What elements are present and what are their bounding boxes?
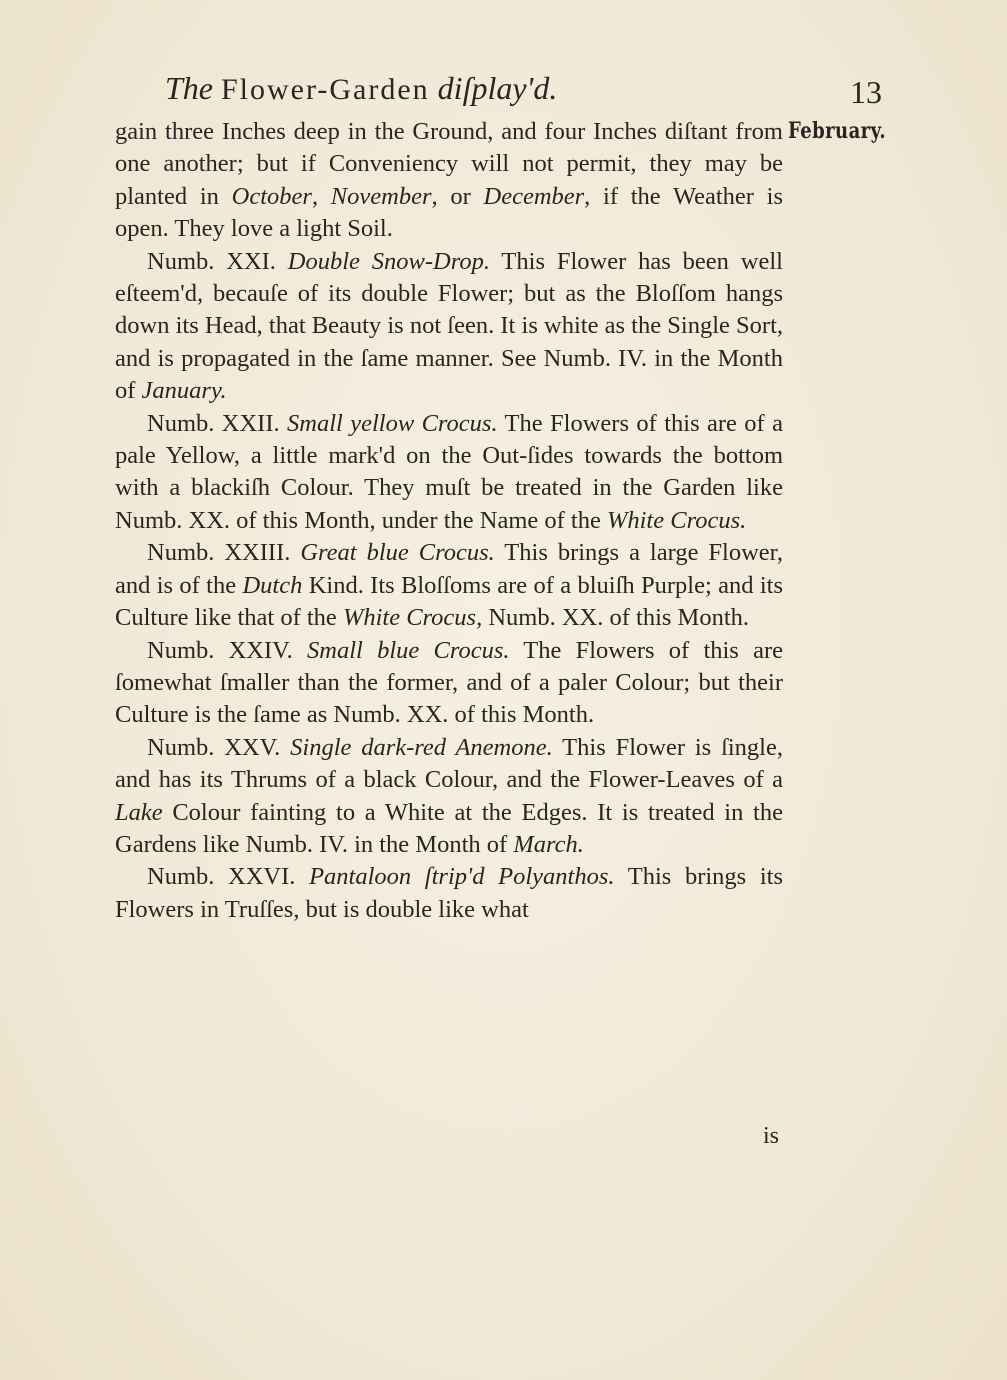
title-main: Flower-Garden [221, 73, 430, 106]
italic-text: White Crocus, [342, 604, 483, 632]
running-header [165, 66, 905, 110]
paragraph [115, 408, 783, 538]
italic-text: Pantaloon ſtrip'd Polyanthos. [309, 863, 615, 891]
title-the: The [165, 70, 213, 106]
paragraph [115, 116, 783, 246]
text-run: gain three Inches deep in the Ground, and four Inches diſtant from one another; but if Conveniency will not permit, they may be planted in [115, 118, 783, 210]
text-run: Kind. Its Bloſſoms are of a bluiſh Purple; and its Culture like that of the [115, 571, 783, 632]
margin-note-month: February. [788, 118, 887, 144]
italic-text: March. [513, 830, 584, 858]
catchword: is [763, 1123, 780, 1149]
text-run: Numb. XXII. [147, 409, 288, 437]
italic-text: Double Snow-Drop. [287, 247, 490, 275]
italic-text: Lake [115, 798, 163, 826]
italic-text: Dutch [242, 571, 303, 599]
italic-text: Small blue Crocus. [307, 636, 510, 664]
page-title [165, 66, 557, 112]
italic-text: Single dark-red Anemone. [290, 733, 553, 761]
paragraph [115, 732, 783, 862]
text-run: This brings a large Flower, and is of the [115, 539, 783, 599]
paragraph [115, 537, 783, 634]
text-run: This Flower has been well eſteem'd, becauſe of its double Flower; but as the Bloſſom hangs down its Head, that Beauty is not ſeen. It is white as the Single Sort, and is propagated in the ſame manner. See Numb. IV. in the Month of [115, 247, 783, 405]
text-run: Numb. XXVI. [147, 863, 310, 891]
text-run: This Flower is ſingle, and has its Thrums of a black Colour, and the Flower-Leaves of a [115, 733, 783, 794]
italic-text: January. [141, 377, 227, 405]
text-run: Colour fainting to a White at the Edges. It is treated in the Gardens like Numb. IV. in the Month of [115, 798, 783, 858]
paragraph [115, 861, 783, 926]
text-run: This brings its Flowers in Truſſes, but is double like what [115, 863, 783, 923]
text-run: Numb. XXV. [147, 733, 291, 761]
body-text [115, 116, 783, 926]
italic-text: Great blue Crocus. [300, 539, 495, 567]
text-run: Numb. XX. of this Month. [482, 604, 750, 632]
text-run: The Flowers of this are ſomewhat ſmaller than the former, and of a paler Colour; but their Culture is the ſame as Numb. XX. of this Month. [115, 636, 783, 729]
text-run: Numb. XXIV. [147, 636, 308, 664]
title-end: diſplay'd. [437, 70, 558, 106]
text-run: Numb. XXIII. [147, 539, 301, 567]
text-run: , [311, 182, 331, 210]
page-number: 13 [850, 74, 882, 110]
italic-text: October [231, 182, 312, 210]
paragraph [115, 246, 783, 408]
italic-text: November [330, 182, 432, 210]
italic-text: December [483, 182, 585, 210]
paragraph [115, 635, 783, 732]
text-run: , or [431, 182, 484, 210]
text-run: The Flowers of this are of a pale Yellow, a little mark'd on the Out-ſides towards the bottom with a blackiſh Colour. They muſt be treated in the Garden like Numb. XX. of this Month, under the Name of the [115, 409, 783, 534]
text-run: , if the Weather is open. They love a light Soil. [115, 182, 784, 243]
text-run: Numb. XXI. [147, 247, 288, 275]
italic-text: White Crocus. [606, 506, 747, 534]
italic-text: Small yellow Crocus. [287, 409, 498, 437]
